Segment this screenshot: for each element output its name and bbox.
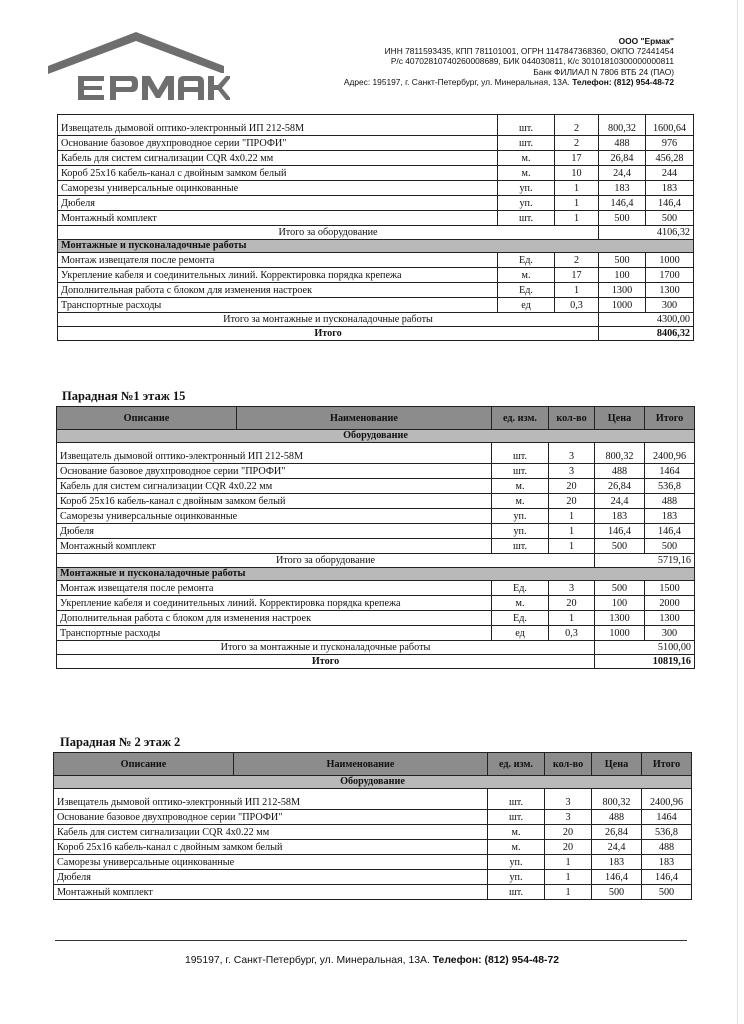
item-unit: шт. — [492, 464, 549, 479]
item-total: 488 — [642, 840, 692, 855]
grand-total-value: 8406,32 — [599, 327, 694, 341]
ermak-logo — [42, 28, 230, 102]
item-price: 100 — [599, 268, 646, 283]
item-total: 500 — [645, 539, 695, 554]
item-name: Основание базовое двухпроводное серии "ПРОФИ" — [54, 810, 488, 825]
table-row — [58, 136, 694, 151]
table-row — [54, 870, 692, 885]
item-qty: 1 — [549, 611, 595, 626]
item-name: Дополнительная работа с блоком для изменения настроек — [57, 611, 492, 626]
item-unit: ед — [492, 626, 549, 641]
item-total: 2000 — [645, 596, 695, 611]
item-name: Дюбеля — [58, 196, 498, 211]
col-unit: ед. изм. — [492, 407, 549, 430]
item-price: 1300 — [595, 611, 645, 626]
item-qty: 2 — [555, 136, 599, 151]
item-total: 1600,64 — [646, 115, 694, 136]
equipment-total-row — [58, 226, 694, 240]
works-header: Монтажные и пусконаладочные работы — [58, 240, 694, 253]
item-price: 183 — [592, 855, 642, 870]
item-total: 1300 — [645, 611, 695, 626]
item-unit: уп. — [498, 181, 555, 196]
item-name: Дюбеля — [54, 870, 488, 885]
item-unit: шт. — [498, 211, 555, 226]
grand-total-label: Итого — [58, 327, 599, 341]
item-qty: 17 — [555, 268, 599, 283]
table-header-row — [54, 753, 692, 776]
item-qty: 3 — [549, 443, 595, 464]
equipment-total-label: Итого за оборудование — [58, 226, 599, 240]
item-price: 1300 — [599, 283, 646, 298]
works-total-row — [58, 313, 694, 327]
item-price: 100 — [595, 596, 645, 611]
item-price: 500 — [592, 885, 642, 900]
item-qty: 1 — [545, 855, 592, 870]
item-name: Извещатель дымовой оптико-электронный ИП 212-58М — [54, 789, 488, 810]
section-title-entrance-2: Парадная № 2 этаж 2 — [60, 735, 181, 749]
company-address: Адрес: 195197, г. Санкт-Петербург, ул. Минеральная, 13А. — [343, 76, 570, 87]
item-unit: м. — [492, 494, 549, 509]
scan-edge — [737, 0, 738, 1024]
page-footer — [0, 955, 744, 966]
works-total-value: 5100,00 — [595, 641, 695, 655]
col-unit: ед. изм. — [488, 753, 545, 776]
item-unit: м. — [492, 479, 549, 494]
table-row — [57, 443, 695, 464]
item-price: 488 — [595, 464, 645, 479]
item-unit: шт. — [492, 539, 549, 554]
item-total: 2400,96 — [642, 789, 692, 810]
item-unit: шт. — [492, 443, 549, 464]
estimate-table-2 — [56, 406, 695, 669]
table-row — [57, 479, 695, 494]
item-qty: 1 — [549, 539, 595, 554]
item-price: 183 — [595, 509, 645, 524]
item-total: 300 — [646, 298, 694, 313]
item-name: Укрепление кабеля и соединительных линий. Корректировка порядка крепежа — [58, 268, 498, 283]
item-qty: 2 — [555, 253, 599, 268]
item-total: 183 — [642, 855, 692, 870]
table-row — [57, 596, 695, 611]
item-qty: 1 — [555, 211, 599, 226]
item-price: 24,4 — [592, 840, 642, 855]
table-row — [54, 789, 692, 810]
item-price: 26,84 — [595, 479, 645, 494]
item-total: 146,4 — [642, 870, 692, 885]
item-name: Саморезы универсальные оцинкованные — [57, 509, 492, 524]
equipment-total-value: 5719,16 — [595, 554, 695, 568]
item-unit: м. — [488, 840, 545, 855]
item-unit: уп. — [488, 855, 545, 870]
item-total: 1000 — [646, 253, 694, 268]
item-qty: 1 — [549, 509, 595, 524]
item-total: 536,8 — [645, 479, 695, 494]
works-total-label: Итого за монтажные и пусконаладочные работы — [58, 313, 599, 327]
table-row — [58, 181, 694, 196]
item-unit: м. — [498, 166, 555, 181]
section-title-entrance-1: Парадная №1 этаж 15 — [62, 389, 186, 403]
item-qty: 20 — [549, 479, 595, 494]
estimate-table-3 — [53, 752, 692, 900]
estimate-table-1 — [57, 114, 694, 341]
item-total: 1700 — [646, 268, 694, 283]
item-qty: 3 — [545, 789, 592, 810]
item-price: 1000 — [599, 298, 646, 313]
company-bank-accounts: Р/с 40702810740260008689, БИК 044030811, К/с 30101810300000000811 — [390, 56, 674, 67]
item-unit: уп. — [492, 524, 549, 539]
grand-total-label: Итого — [57, 655, 595, 669]
item-total: 488 — [645, 494, 695, 509]
item-total: 183 — [645, 509, 695, 524]
item-qty: 1 — [555, 196, 599, 211]
item-qty: 2 — [555, 115, 599, 136]
company-details — [344, 36, 674, 87]
col-desc: Описание — [54, 753, 234, 776]
item-price: 146,4 — [595, 524, 645, 539]
item-total: 183 — [646, 181, 694, 196]
grand-total-row — [57, 655, 695, 669]
table-row — [57, 626, 695, 641]
col-price: Цена — [592, 753, 642, 776]
company-address-line — [344, 77, 674, 87]
item-unit: ед — [498, 298, 555, 313]
item-name: Короб 25х16 кабель-канал с двойным замком белый — [57, 494, 492, 509]
works-total-row — [57, 641, 695, 655]
footer-phone: Телефон: (812) 954-48-72 — [432, 955, 560, 966]
table-row — [58, 115, 694, 136]
item-total: 146,4 — [645, 524, 695, 539]
company-bank: Банк ФИЛИАЛ N 7806 ВТБ 24 (ПАО) — [533, 66, 674, 77]
item-total: 244 — [646, 166, 694, 181]
item-total: 456,28 — [646, 151, 694, 166]
item-price: 800,32 — [595, 443, 645, 464]
item-name: Саморезы универсальные оцинкованные — [58, 181, 498, 196]
equipment-total-label: Итого за оборудование — [57, 554, 595, 568]
item-qty: 1 — [555, 181, 599, 196]
item-price: 800,32 — [592, 789, 642, 810]
company-ids: ИНН 7811593435, КПП 781101001, ОГРН 1147847368360, ОКПО 72441454 — [384, 46, 674, 57]
item-qty: 20 — [549, 596, 595, 611]
item-unit: уп. — [498, 196, 555, 211]
works-total-label: Итого за монтажные и пусконаладочные работы — [57, 641, 595, 655]
table-row — [58, 211, 694, 226]
item-name: Извещатель дымовой оптико-электронный ИП 212-58М — [57, 443, 492, 464]
item-unit: Ед. — [498, 253, 555, 268]
item-name: Транспортные расходы — [57, 626, 492, 641]
works-header: Монтажные и пусконаладочные работы — [57, 568, 695, 581]
item-qty: 1 — [549, 524, 595, 539]
table-row — [57, 611, 695, 626]
item-qty: 1 — [545, 885, 592, 900]
equipment-total-row — [57, 554, 695, 568]
item-price: 26,84 — [592, 825, 642, 840]
item-price: 183 — [599, 181, 646, 196]
table-row — [54, 885, 692, 900]
item-unit: шт. — [488, 810, 545, 825]
equipment-header: Оборудование — [54, 776, 692, 789]
item-unit: м. — [498, 151, 555, 166]
item-price: 146,4 — [592, 870, 642, 885]
col-name: Наименование — [234, 753, 488, 776]
col-total: Итого — [642, 753, 692, 776]
footer-address: 195197, г. Санкт-Петербург, ул. Минеральная, 13А. — [184, 955, 430, 966]
item-qty: 20 — [549, 494, 595, 509]
item-qty: 20 — [545, 825, 592, 840]
item-total: 1300 — [646, 283, 694, 298]
item-total: 500 — [646, 211, 694, 226]
item-name: Короб 25х16 кабель-канал с двойным замком белый — [58, 166, 498, 181]
item-price: 488 — [592, 810, 642, 825]
item-unit: м. — [488, 825, 545, 840]
works-header-row — [57, 568, 695, 581]
item-unit: Ед. — [498, 283, 555, 298]
item-name: Саморезы универсальные оцинкованные — [54, 855, 488, 870]
item-name: Монтаж извещателя после ремонта — [57, 581, 492, 596]
item-qty: 3 — [549, 581, 595, 596]
item-price: 146,4 — [599, 196, 646, 211]
company-name: ООО "Ермак" — [618, 36, 674, 46]
item-total: 976 — [646, 136, 694, 151]
works-header-row — [58, 240, 694, 253]
item-name: Монтажный комплект — [57, 539, 492, 554]
item-total: 300 — [645, 626, 695, 641]
item-name: Монтаж извещателя после ремонта — [58, 253, 498, 268]
table-row — [54, 855, 692, 870]
item-name: Основание базовое двухпроводное серии "ПРОФИ" — [58, 136, 498, 151]
item-total: 1464 — [645, 464, 695, 479]
item-name: Укрепление кабеля и соединительных линий. Корректировка порядка крепежа — [57, 596, 492, 611]
item-price: 500 — [599, 253, 646, 268]
item-qty: 20 — [545, 840, 592, 855]
item-name: Транспортные расходы — [58, 298, 498, 313]
table-row — [58, 151, 694, 166]
item-total: 146,4 — [646, 196, 694, 211]
table-row — [58, 253, 694, 268]
item-name: Кабель для систем сигнализации CQR 4х0.22 мм — [54, 825, 488, 840]
table-row — [58, 196, 694, 211]
item-price: 488 — [599, 136, 646, 151]
item-unit: шт. — [498, 136, 555, 151]
equipment-header-row — [57, 430, 695, 443]
table-header-row — [57, 407, 695, 430]
item-price: 26,84 — [599, 151, 646, 166]
col-price: Цена — [595, 407, 645, 430]
item-qty: 1 — [555, 283, 599, 298]
item-name: Основание базовое двухпроводное серии "ПРОФИ" — [57, 464, 492, 479]
item-price: 24,4 — [599, 166, 646, 181]
equipment-total-value: 4106,32 — [599, 226, 694, 240]
grand-total-value: 10819,16 — [595, 655, 695, 669]
table-row — [54, 840, 692, 855]
item-unit: м. — [492, 596, 549, 611]
item-name: Извещатель дымовой оптико-электронный ИП 212-58М — [58, 115, 498, 136]
item-name: Кабель для систем сигнализации CQR 4х0.22 мм — [58, 151, 498, 166]
item-total: 500 — [642, 885, 692, 900]
item-unit: Ед. — [492, 581, 549, 596]
table-row — [58, 166, 694, 181]
table-row — [58, 283, 694, 298]
col-total: Итого — [645, 407, 695, 430]
table-row — [54, 825, 692, 840]
item-unit: Ед. — [492, 611, 549, 626]
table-row — [57, 581, 695, 596]
item-price: 800,32 — [599, 115, 646, 136]
item-total: 1500 — [645, 581, 695, 596]
item-total: 536,8 — [642, 825, 692, 840]
col-qty: кол-во — [549, 407, 595, 430]
item-unit: уп. — [492, 509, 549, 524]
item-qty: 10 — [555, 166, 599, 181]
item-name: Монтажный комплект — [54, 885, 488, 900]
item-name: Дюбеля — [57, 524, 492, 539]
company-phone: Телефон: (812) 954-48-72 — [572, 76, 674, 87]
equipment-header-row — [54, 776, 692, 789]
item-name: Дополнительная работа с блоком для изменения настроек — [58, 283, 498, 298]
item-price: 500 — [599, 211, 646, 226]
table-row — [57, 509, 695, 524]
item-name: Короб 25х16 кабель-канал с двойным замком белый — [54, 840, 488, 855]
col-desc: Описание — [57, 407, 237, 430]
item-qty: 1 — [545, 870, 592, 885]
item-unit: шт. — [488, 885, 545, 900]
item-unit: шт. — [488, 789, 545, 810]
table-row — [58, 298, 694, 313]
grand-total-row — [58, 327, 694, 341]
item-price: 500 — [595, 539, 645, 554]
item-price: 1000 — [595, 626, 645, 641]
item-name: Кабель для систем сигнализации CQR 4х0.22 мм — [57, 479, 492, 494]
item-unit: уп. — [488, 870, 545, 885]
col-qty: кол-во — [545, 753, 592, 776]
item-price: 24,4 — [595, 494, 645, 509]
item-name: Монтажный комплект — [58, 211, 498, 226]
table-row — [57, 464, 695, 479]
table-row — [57, 494, 695, 509]
item-qty: 3 — [545, 810, 592, 825]
table-row — [58, 268, 694, 283]
works-total-value: 4300,00 — [599, 313, 694, 327]
item-qty: 0,3 — [549, 626, 595, 641]
item-qty: 3 — [549, 464, 595, 479]
item-total: 1464 — [642, 810, 692, 825]
item-unit: м. — [498, 268, 555, 283]
footer-divider — [55, 940, 687, 941]
equipment-header: Оборудование — [57, 430, 695, 443]
item-total: 2400,96 — [645, 443, 695, 464]
item-price: 500 — [595, 581, 645, 596]
item-unit: шт. — [498, 115, 555, 136]
item-qty: 0,3 — [555, 298, 599, 313]
col-name: Наименование — [237, 407, 492, 430]
table-row — [57, 524, 695, 539]
table-row — [54, 810, 692, 825]
table-row — [57, 539, 695, 554]
item-qty: 17 — [555, 151, 599, 166]
